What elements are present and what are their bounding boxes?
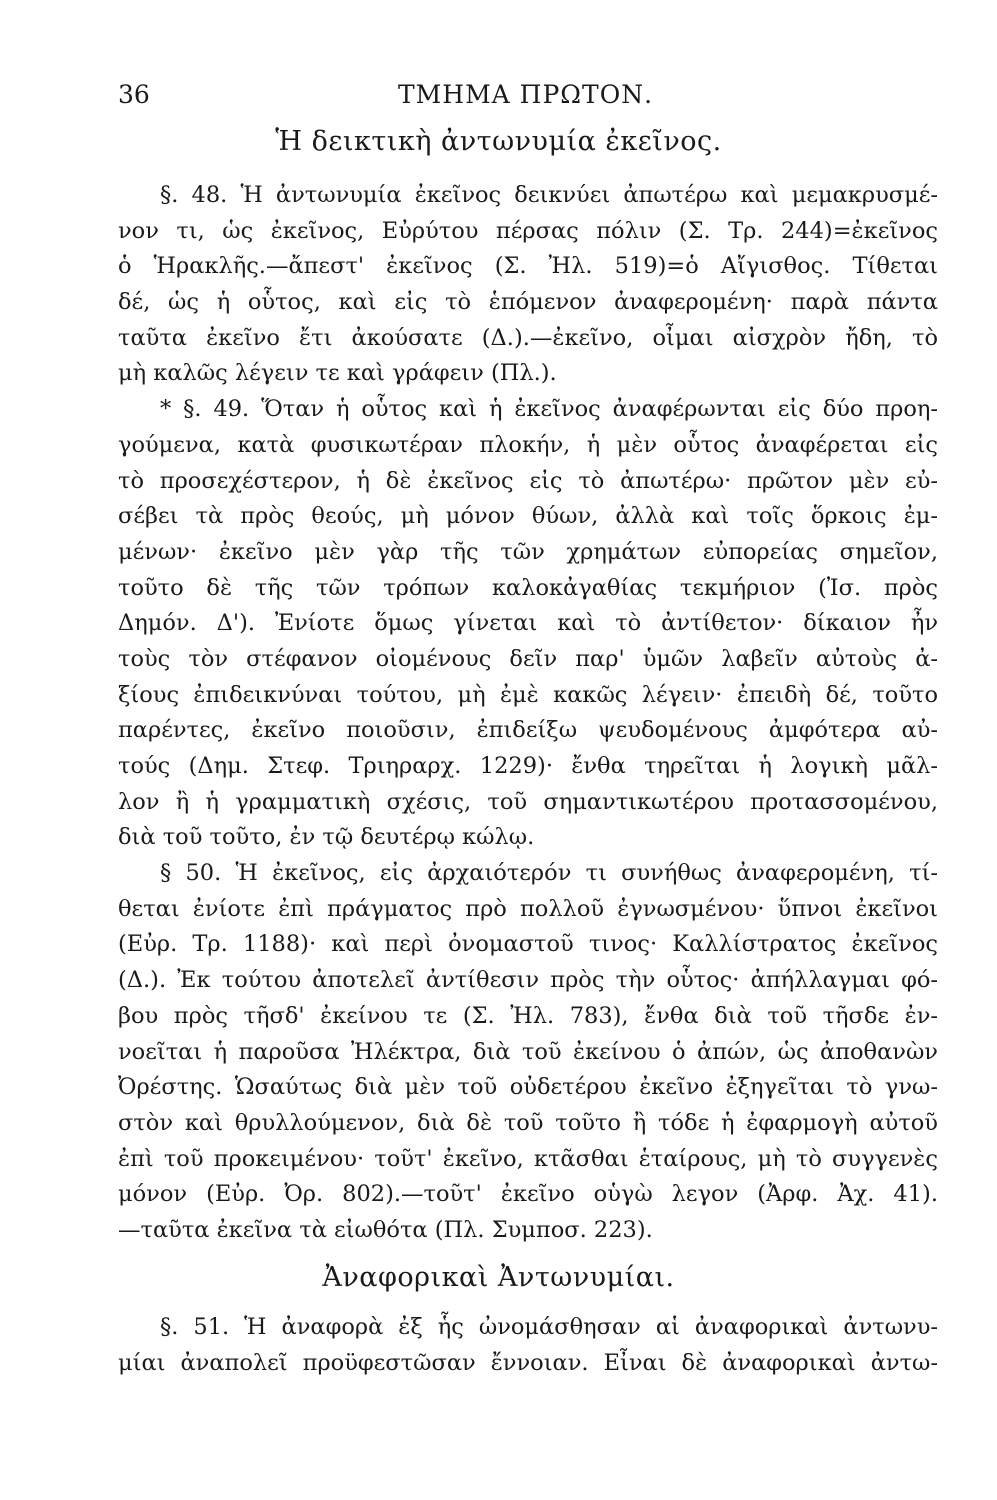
text-line: ταῦτα ἐκεῖνο ἔτι ἀκούσατε (Δ.).—ἐκεῖνο, οἶμαι αἰσχρὸν ἤδη, τὸ (118, 324, 938, 351)
text-line: στὸν καὶ θρυλλούμενον, διὰ δὲ τοῦ τοῦτο ἢ τόδε ἡ ἐφαρμογὴ αὐτοῦ (118, 1109, 938, 1136)
text-line: παρέντες, ἐκεῖνο ποιοῦσιν, ἐπιδείξω ψευδομένους ἀμφότερα αὐ- (118, 717, 938, 744)
text-line: μόνον (Εὐρ. Ὀρ. 802).—τοῦτ' ἐκεῖνο οὑγὼ λεγον (Ἀρφ. Ἀχ. 41). (118, 1181, 938, 1208)
text-line: θεται ἐνίοτε ἐπὶ πράγματος πρὸ πολλοῦ ἐγνωσμένου· ὕπνοι ἐκεῖνοι (118, 895, 938, 922)
text-line: (Δ.). Ἐκ τούτου ἀποτελεῖ ἀντίθεσιν πρὸς τὴν οὗτος· ἀπήλλαγμαι φό- (118, 967, 938, 994)
text-line: τὸ προσεχέστερον, ἡ δὲ ἐκεῖνος εἰς τὸ ἀπωτέρω· πρῶτον μὲν εὐ- (118, 467, 938, 494)
text-line: Δημόν. Δ'). Ἐνίοτε ὅμως γίνεται καὶ τὸ ἀντίθετον· δίκαιον ἦν (118, 610, 938, 637)
section-heading: Ἡ δεικτικὴ ἀντωνυμία ἐκεῖνος. (275, 126, 722, 157)
text-line: Ὀρέστης. Ὡσαύτως διὰ μὲν τοῦ οὐδετέρου ἐκεῖνο ἐξηγεῖται τὸ γνω- (118, 1074, 938, 1101)
text-line: νοεῖται ἡ παροῦσα Ἠλέκτρα, διὰ τοῦ ἐκείνου ὁ ἀπών, ὡς ἀποθανὼν (118, 1038, 938, 1065)
section-heading: Ἀναφορικαὶ Ἀντωνυμίαι. (322, 1262, 675, 1293)
text-line: §. 48. Ἡ ἀντωνυμία ἐκεῖνος δεικνύει ἀπωτέρω καὶ μεμακρυσμέ- (160, 182, 938, 208)
text-line: μίαι ἀναπολεῖ προϋφεστῶσαν ἔννοιαν. Εἶναι δὲ ἀναφορικαὶ ἀντω- (118, 1349, 938, 1376)
running-title: ΤΜΗΜΑ ΠΡΩΤΟΝ. (398, 80, 654, 109)
text-line: ἐπὶ τοῦ προκειμένου· τοῦτ' ἐκεῖνο, κτᾶσθαι ἑταίρους, μὴ τὸ συγγενὲς (118, 1145, 938, 1172)
text-block-tail (118, 1310, 938, 1381)
text-line: λον ἢ ἡ γραμματικὴ σχέσις, τοῦ σημαντικωτέρου προτασσομένου, (118, 788, 938, 815)
text-line: μὴ καλῶς λέγειν τε καὶ γράφειν (Πλ.). (118, 360, 557, 387)
text-line: μένων· ἐκεῖνο μὲν γὰρ τῆς τῶν χρημάτων εὐπορείας σημεῖον, (118, 538, 938, 565)
text-line: ὁ Ἡρακλῆς.—ἄπεστ' ἐκεῖνος (Σ. Ἠλ. 519)=ὁ Αἴγισθος. Τίθεται (118, 253, 938, 280)
text-line: δέ, ὡς ἡ οὗτος, καὶ εἰς τὸ ἑπόμενον ἀναφερομένη· παρὰ πάντα (118, 289, 938, 316)
text-line: νον τι, ὡς ἐκεῖνος, Εὐρύτου πέρσας πόλιν (Σ. Τρ. 244)=ἐκεῖνος (118, 217, 938, 244)
text-line: διὰ τοῦ τοῦτο, ἐν τῷ δευτέρῳ κώλῳ. (118, 824, 535, 851)
text-line: (Εὐρ. Τρ. 1188)· καὶ περὶ ὀνομαστοῦ τινος· Καλλίστρατος ἐκεῖνος (118, 931, 938, 958)
text-line: γούμενα, κατὰ φυσικωτέραν πλοκήν, ἡ μὲν οὗτος ἀναφέρεται εἰς (118, 431, 938, 458)
text-line: βου πρὸς τῆσδ' ἐκείνου τε (Σ. Ἠλ. 783), ἔνθα διὰ τοῦ τῆσδε ἐν- (118, 1002, 938, 1029)
page-number: 36 (118, 80, 150, 109)
text-line: τοῦτο δὲ τῆς τῶν τρόπων καλοκἀγαθίας τεκμήριον (Ἰσ. πρὸς (118, 574, 938, 601)
text-line: σέβει τὰ πρὸς θεούς, μὴ μόνον θύων, ἀλλὰ καὶ τοῖς ὅρκοις ἐμ- (118, 503, 938, 530)
text-line: * §. 49. Ὅταν ἡ οὗτος καὶ ἡ ἐκεῖνος ἀναφέρωνται εἰς δύο προη- (160, 396, 938, 423)
text-line: τούς (Δημ. Στεφ. Τριηραρχ. 1229)· ἔνθα τηρεῖται ἡ λογικὴ μᾶλ- (118, 753, 938, 779)
text-block-main (118, 178, 938, 1249)
page-header (118, 80, 938, 120)
text-line: —ταῦτα ἐκεῖνα τὰ εἰωθότα (Πλ. Συμποσ. 223). (118, 1216, 653, 1243)
text-line: τοὺς τὸν στέφανον οἰομένους δεῖν παρ' ὑμῶν λαβεῖν αὐτοὺς ἀ- (118, 645, 938, 672)
text-line: § 50. Ἡ ἐκεῖνος, εἰς ἀρχαιότερόν τι συνήθως ἀναφερομένη, τί- (160, 860, 938, 887)
text-line: ξίους ἐπιδεικνύναι τούτου, μὴ ἐμὲ κακῶς λέγειν· ἐπειδὴ δέ, τοῦτο (118, 681, 938, 708)
text-line: §. 51. Ἡ ἀναφορὰ ἐξ ἧς ὠνομάσθησαν αἱ ἀναφορικαὶ ἀντωνυ- (160, 1314, 938, 1340)
